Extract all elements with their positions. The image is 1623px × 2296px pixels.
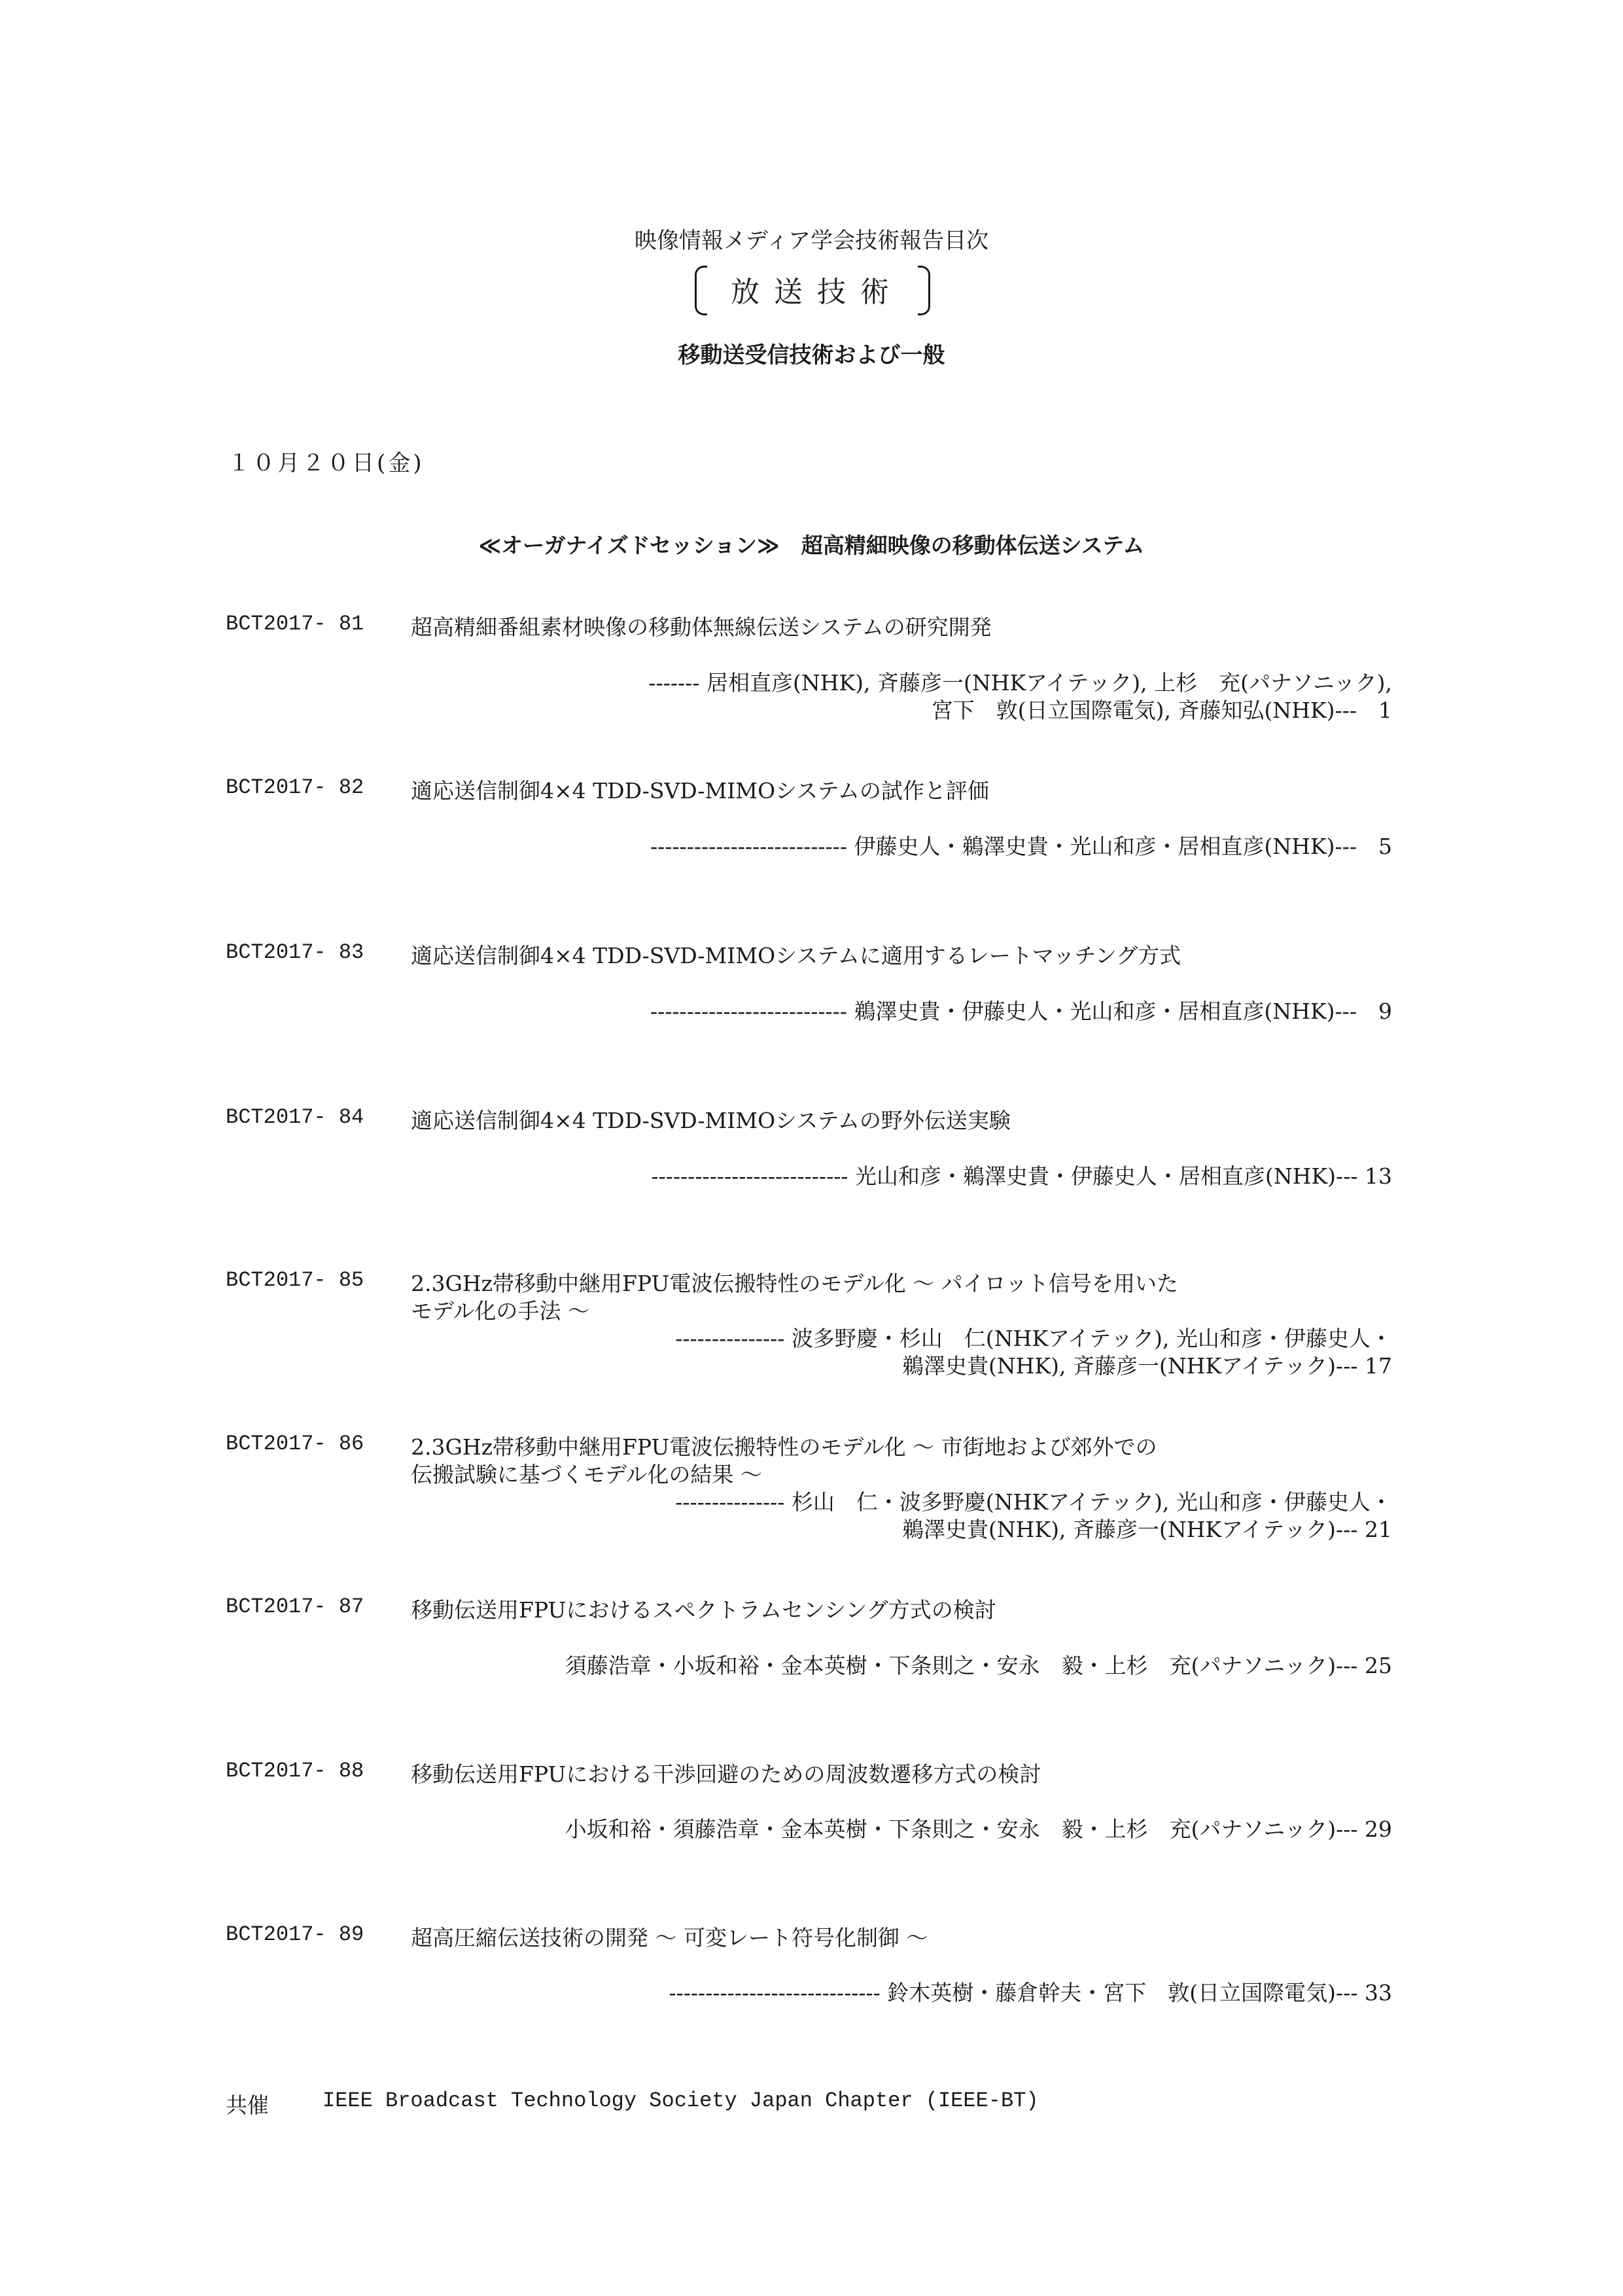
entry-title: 超高圧縮伝送技術の開発 ～ 可変レート符号化制御 ～	[411, 1925, 928, 1951]
entry-code: BCT2017- 89	[226, 1922, 364, 1947]
entry-authors: 小坂和裕・須藤浩章・金本英樹・下条則之・安永 毅・上杉 充(パナソニック)--- 29	[565, 1816, 1392, 1842]
entry-code: BCT2017- 84	[226, 1105, 364, 1129]
entry-authors: ------- 居相直彦(NHK), 斉藤彦一(NHKアイテック), 上杉 充(パナソニック),	[648, 670, 1392, 696]
header-subtitle: 映像情報メディア学会技術報告目次	[634, 228, 989, 254]
entry-authors: --------------------------- 鵜澤史貴・伊藤史人・光山和彦・居相直彦(NHK)--- 9	[650, 998, 1392, 1024]
entry-title: 2.3GHz帯移動中継用FPU電波伝搬特性のモデル化 ～ パイロット信号を用いた	[411, 1271, 1179, 1296]
entry-title: 2.3GHz帯移動中継用FPU電波伝搬特性のモデル化 ～ 市街地および郊外での	[411, 1434, 1157, 1460]
entry-title: 適応送信制御4×4 TDD-SVD-MIMOシステムの試作と評価	[411, 778, 989, 804]
entry-authors: --------------------------- 光山和彦・鵜澤史貴・伊藤史人・居相直彦(NHK)--- 13	[651, 1163, 1392, 1189]
header-main-bracketed	[695, 263, 930, 315]
entry-authors: 須藤浩章・小坂和裕・金本英樹・下条則之・安永 毅・上杉 充(パナソニック)--- 25	[565, 1653, 1392, 1678]
entry-title: モデル化の手法 ～	[411, 1298, 589, 1324]
entry-code: BCT2017- 82	[226, 775, 364, 800]
entry-code: BCT2017- 86	[226, 1432, 364, 1456]
topic-title: 移動送受信技術および一般	[678, 342, 945, 368]
cosponsor-label: 共催	[226, 2093, 269, 2118]
entry-title: 移動伝送用FPUにおける干渉回避のための周波数遷移方式の検討	[411, 1761, 1041, 1787]
session-title: ≪オーガナイズドセッション≫ 超高精細映像の移動体伝送システム	[478, 533, 1145, 558]
entry-code: BCT2017- 87	[226, 1595, 364, 1619]
cosponsor-name: IEEE Broadcast Technology Society Japan Chapter (IEEE-BT)	[323, 2089, 1039, 2113]
entry-authors: 鵜澤史貴(NHK), 斉藤彦一(NHKアイテック)--- 17	[901, 1353, 1392, 1379]
entry-title: 伝搬試験に基づくモデル化の結果 ～	[411, 1462, 762, 1487]
header-main-title: 放送技術	[731, 275, 903, 309]
entry-code: BCT2017- 85	[226, 1268, 364, 1292]
right-bracket-icon	[918, 266, 930, 315]
entry-title: 超高精細番組素材映像の移動体無線伝送システムの研究開発	[411, 614, 992, 640]
entry-title: 適応送信制御4×4 TDD-SVD-MIMOシステムに適用するレートマッチング方式	[411, 943, 1181, 968]
entry-title: 適応送信制御4×4 TDD-SVD-MIMOシステムの野外伝送実験	[411, 1108, 1011, 1133]
entry-code: BCT2017- 88	[226, 1759, 364, 1783]
entry-authors: 宮下 敦(日立国際電気), 斉藤知弘(NHK)--- 1	[931, 698, 1392, 723]
entry-code: BCT2017- 83	[226, 940, 364, 964]
session-date: １０月２０日(金)	[228, 450, 425, 476]
entry-authors: 鵜澤史貴(NHK), 斉藤彦一(NHKアイテック)--- 21	[901, 1517, 1392, 1542]
entry-authors: --------------------------- 伊藤史人・鵜澤史貴・光山和彦・居相直彦(NHK)--- 5	[650, 834, 1392, 859]
entry-authors: --------------- 杉山 仁・波多野慶(NHKアイテック), 光山和彦・伊藤史人・	[675, 1489, 1392, 1515]
entry-code: BCT2017- 81	[226, 612, 364, 636]
entry-authors: ----------------------------- 鈴木英樹・藤倉幹夫・宮下 敦(日立国際電気)--- 33	[669, 1980, 1392, 2005]
entry-title: 移動伝送用FPUにおけるスペクトラムセンシング方式の検討	[411, 1597, 996, 1623]
entry-authors: --------------- 波多野慶・杉山 仁(NHKアイテック), 光山和彦・伊藤史人・	[675, 1326, 1392, 1351]
